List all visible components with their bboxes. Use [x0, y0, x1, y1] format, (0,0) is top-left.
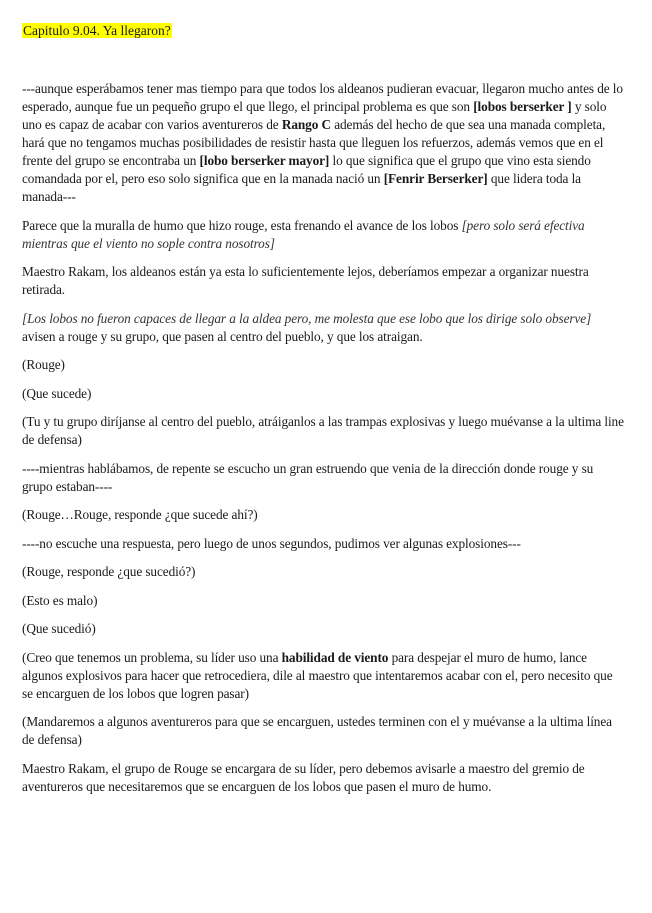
text-run: ----mientras hablábamos, de repente se escucho un gran estruendo que venia de la dirección donde rouge y su grupo estaban---- — [22, 460, 594, 494]
text-run: (Tu y tu grupo diríjanse al centro del pueblo, atráiganlos a las trampas explosivas y luego muévanse a la ultima line de defensa) — [22, 414, 624, 447]
text-run: (Rouge) — [22, 357, 65, 372]
chapter-title — [22, 22, 172, 40]
paragraph — [22, 263, 624, 299]
bold-text: Rango C — [281, 117, 331, 132]
text-run: (Rouge, responde ¿que sucedió?) — [22, 564, 196, 579]
bold-text: [Fenrir Berserker] — [383, 171, 488, 186]
bold-text: habilidad de viento — [281, 649, 389, 665]
text-run: (Creo que tenemos un problema, su líder uso una — [22, 649, 282, 665]
text-run: que lidera toda la manada--- — [22, 171, 581, 204]
paragraph — [22, 760, 624, 796]
text-run: (Que sucede) — [22, 385, 92, 401]
paragraph — [22, 217, 624, 253]
text-run: Parece que la muralla de humo que hizo rouge, esta frenando el avance de los lobos — [22, 217, 462, 233]
bold-text: [lobos berserker ] — [473, 99, 572, 114]
text-run: (Rouge…Rouge, responde ¿que sucede ahí?) — [22, 507, 258, 522]
text-run: para despejar el muro de humo, lance algunos explosivos para hacer que retrocediera, dile al maestro que intentaremos acabar con el, pero necesito que se encarguen de los lobos que logren pasar) — [22, 649, 613, 701]
text-run: además del hecho de que sea una manada completa, hará que no tengamos muchas posibilidades de resistir hasta que lleguen los refuerzos, además vemos que en el frente del grupo se encontraba un — [22, 117, 606, 168]
paragraph — [22, 356, 624, 374]
text-run: y solo uno es capaz de acabar con varios aventureros de — [22, 99, 607, 132]
paragraph — [22, 649, 624, 703]
text-run: (Esto es malo) — [22, 592, 98, 608]
italic-text: [pero solo será efectiva mientras que el viento no sople contra nosotros] — [22, 217, 585, 251]
paragraph — [22, 592, 624, 610]
text-run: avisen a rouge y su grupo, que pasen al centro del pueblo, y que los atraigan. — [22, 328, 423, 344]
text-run: ----no escuche una respuesta, pero luego de unos segundos, pudimos ver algunas explosiones--- — [22, 535, 521, 551]
paragraph — [22, 385, 624, 403]
text-run: ---aunque esperábamos tener mas tiempo para que todos los aldeanos pudieran evacuar, llegaron mucho antes de lo esperado, aunque fue un pequeño grupo el que llego, el principal problema es que son — [22, 81, 623, 114]
paragraph — [22, 713, 624, 749]
paragraph — [22, 460, 624, 496]
italic-text: [Los lobos no fueron capaces de llegar a la aldea pero, me molesta que ese lobo que los dirige solo observe] — [22, 310, 592, 326]
bold-text: [lobo berserker mayor] — [199, 153, 330, 168]
paragraph — [22, 506, 624, 524]
paragraph — [22, 80, 624, 206]
text-run: Maestro Rakam, el grupo de Rouge se encargara de su líder, pero debemos avisarle a maestro del gremio de aventureros que necesitaremos que se encarguen de los lobos que pasen el muro de humo. — [22, 760, 585, 794]
text-run: (Que sucedió) — [22, 621, 96, 636]
paragraph — [22, 563, 624, 581]
text-run: lo que significa que el grupo que vino esta siendo comandada por el, pero eso solo significa que en la manada nació un — [22, 153, 591, 186]
text-run: Maestro Rakam, los aldeanos están ya esta lo suficientemente lejos, deberíamos empezar a organizar nuestra retirada. — [22, 264, 589, 297]
paragraph — [22, 413, 624, 449]
paragraph — [22, 310, 624, 346]
text-run: (Mandaremos a algunos aventureros para que se encarguen, ustedes terminen con el y muévanse a la ultima línea de defensa) — [22, 714, 612, 747]
document-body — [22, 80, 624, 806]
chapter-title-highlight: Capitulo 9.04. Ya llegaron? — [23, 23, 171, 38]
paragraph — [22, 535, 624, 553]
paragraph — [22, 620, 624, 638]
